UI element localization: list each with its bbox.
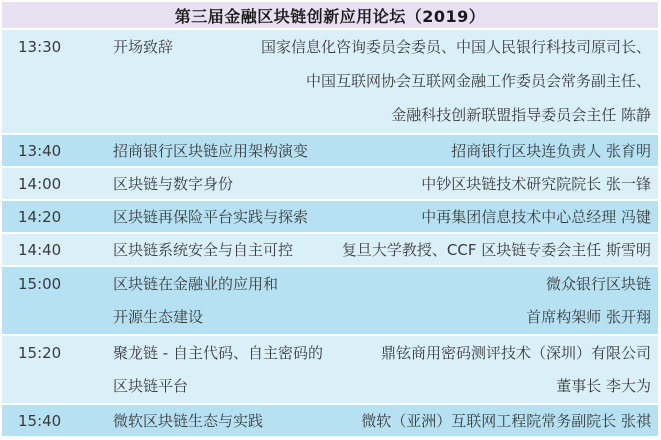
topic-cell	[113, 337, 323, 403]
speaker-line: 首席构架师 张开翔	[526, 308, 651, 326]
agenda-row	[2, 30, 658, 133]
speaker-line: 微软（亚洲）互联网工程院常务副院长 张祺	[361, 412, 651, 430]
time-cell: 13:30	[18, 38, 62, 56]
time-cell: 15:40	[18, 411, 62, 430]
speaker-cell	[293, 239, 658, 260]
time-cell: 14:00	[18, 174, 62, 193]
topic-line: 聚龙链 - 自主代码、自主密码的	[113, 344, 323, 362]
topic-cell	[113, 268, 278, 334]
topic-cell	[113, 410, 263, 431]
agenda-table	[2, 30, 658, 436]
topic-cell	[113, 239, 293, 260]
speaker-line: 中再集团信息技术中心总经理 冯键	[421, 208, 651, 226]
page-title: 第三届金融区块链创新应用论坛（2019）	[174, 6, 486, 26]
topic-cell	[113, 206, 308, 227]
time-cell: 15:00	[18, 275, 62, 293]
topic-line: 区块链在金融业的应用和	[113, 275, 279, 293]
topic-cell	[113, 30, 173, 64]
time-cell: 13:40	[18, 141, 62, 160]
topic-line: 微软区块链生态与实践	[113, 412, 264, 430]
topic-line: 区块链与数字身份	[113, 175, 234, 193]
topic-cell	[113, 173, 233, 194]
speaker-line: 微众银行区块链	[545, 275, 651, 293]
topic-line: 招商银行区块链应用架构演变	[113, 142, 309, 160]
time-cell: 14:40	[18, 240, 62, 259]
speaker-line: 中钞区块链技术研究院院长 张一锋	[421, 175, 651, 193]
topic-line: 区块链系统安全与自主可控	[113, 241, 294, 259]
speaker-line: 中国互联网协会互联网金融工作委员会常务副主任、	[305, 72, 651, 90]
speaker-cell	[173, 30, 658, 132]
agenda-row	[2, 168, 658, 199]
time-cell: 15:20	[18, 344, 62, 362]
speaker-line: 鼎铉商用密码测评技术（深圳）有限公司	[380, 344, 651, 362]
time-cell: 14:20	[18, 207, 62, 226]
topic-line: 区块链平台	[113, 377, 189, 395]
forum-header	[2, 2, 658, 28]
speaker-cell	[263, 410, 658, 431]
speaker-line: 董事长 李大为	[556, 377, 651, 395]
speaker-line: 复旦大学教授、CCF 区块链专委会主任 斯雪明	[341, 241, 651, 259]
speaker-cell	[278, 268, 658, 334]
agenda-row	[2, 405, 658, 436]
speaker-cell	[233, 173, 658, 194]
speaker-line: 国家信息化咨询委员会委员、中国人民银行科技司原司长、	[260, 38, 651, 56]
topic-line: 区块链再保险平台实践与探索	[113, 208, 309, 226]
speaker-cell	[323, 337, 658, 403]
agenda-row	[2, 234, 658, 265]
topic-line: 开源生态建设	[113, 308, 204, 326]
speaker-line: 金融科技创新联盟指导委员会主任 陈静	[391, 106, 651, 124]
speaker-line: 招商银行区块连负责人 张育明	[451, 142, 651, 160]
topic-cell	[113, 140, 308, 161]
agenda-row	[2, 267, 658, 334]
topic-line: 开场致辞	[113, 38, 174, 56]
speaker-cell	[308, 206, 658, 227]
speaker-cell	[308, 140, 658, 161]
agenda-row	[2, 336, 658, 403]
agenda-row	[2, 135, 658, 166]
agenda-row	[2, 201, 658, 232]
